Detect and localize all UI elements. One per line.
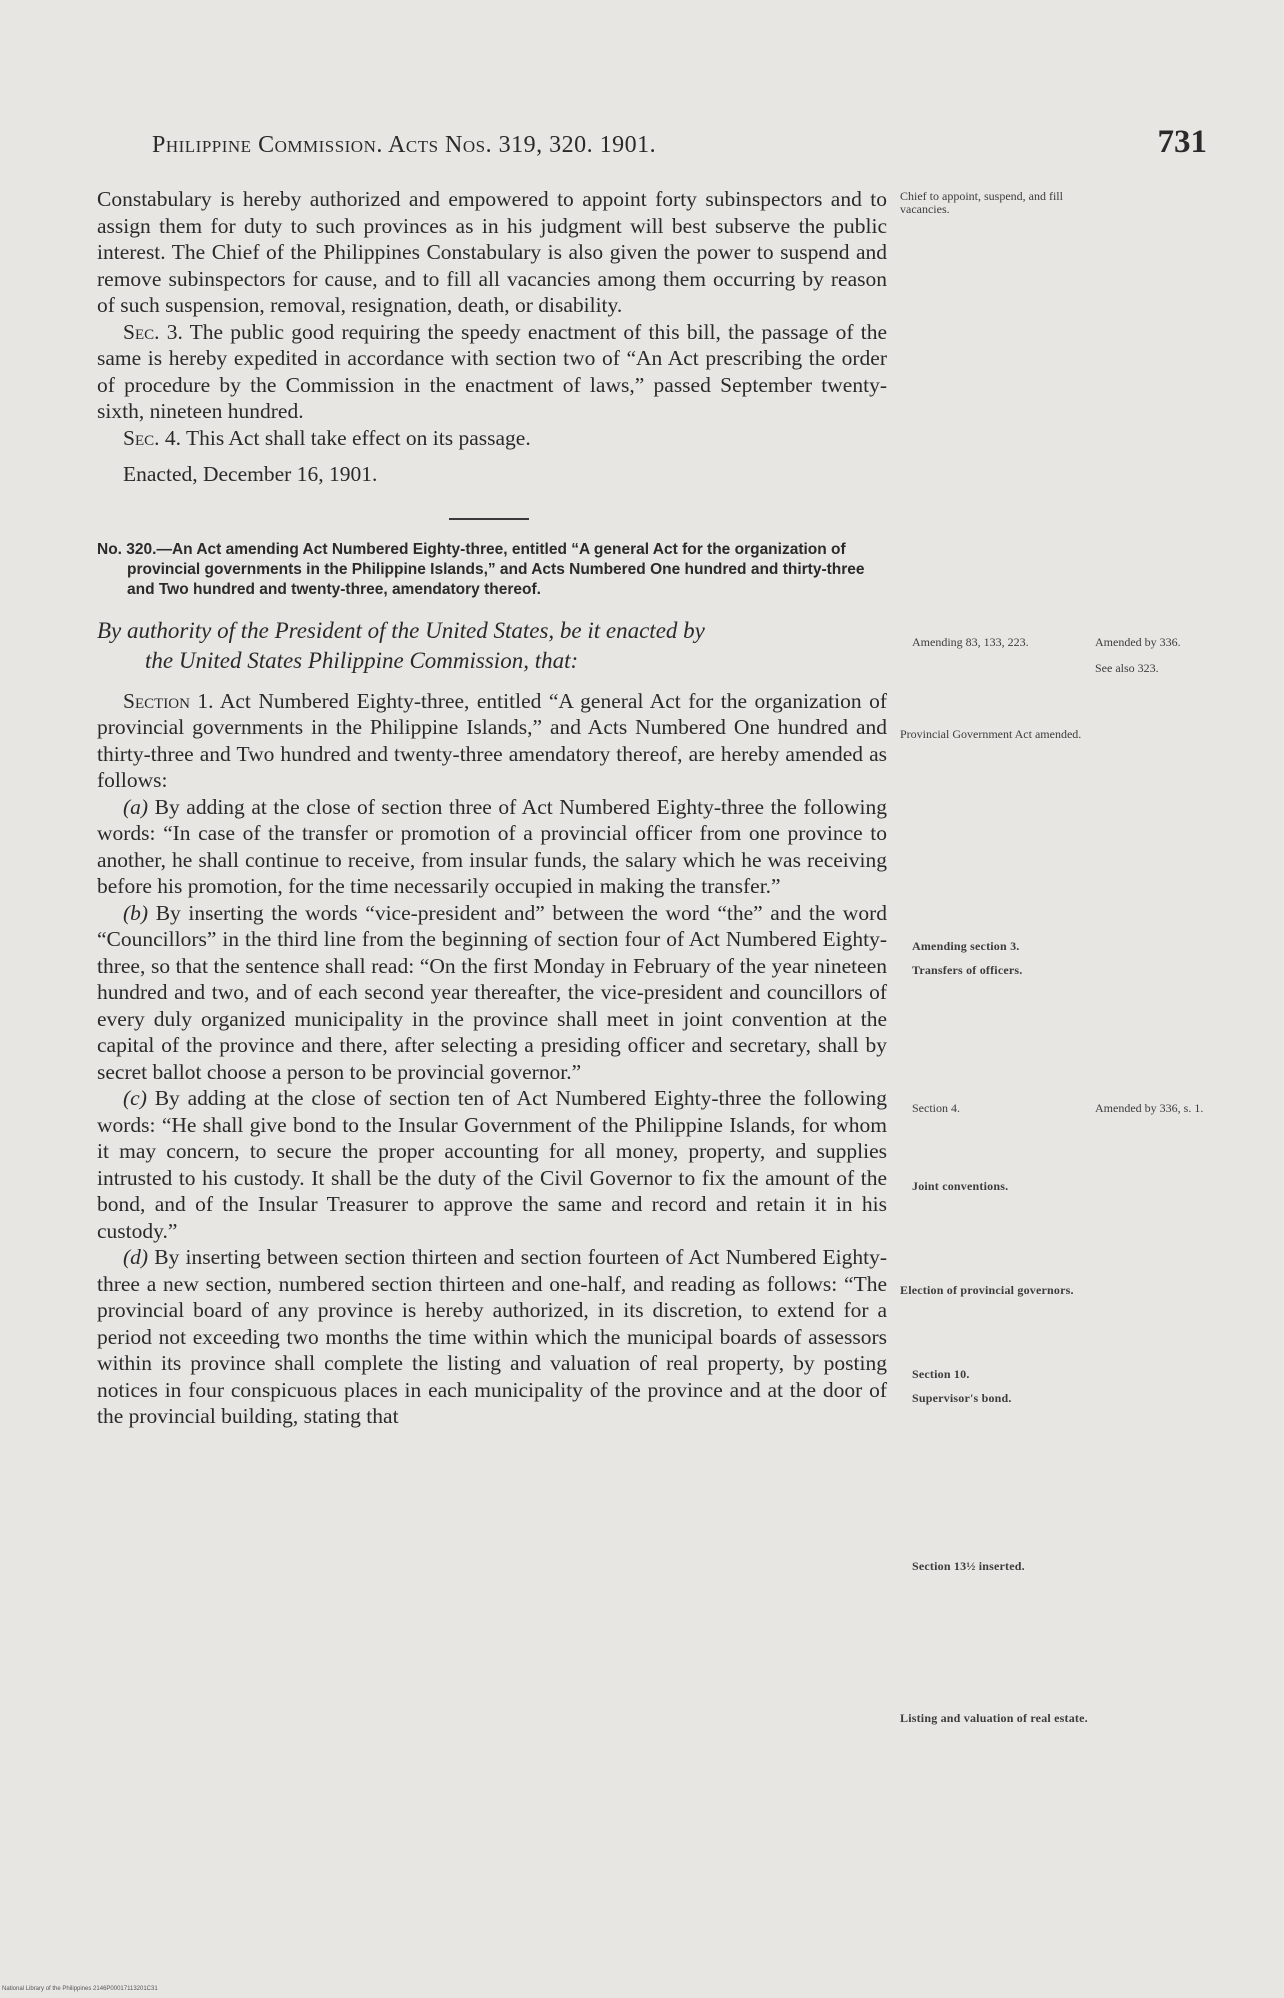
margin-note-amending: Amending 83, 133, 223.	[912, 635, 1029, 649]
clause-label: (b)	[123, 900, 149, 925]
page-number: 731	[1157, 124, 1207, 160]
section-label: Sec. 3.	[123, 319, 183, 344]
margin-note-chief: Chief to appoint, suspend, and fill vacancies.	[900, 189, 1063, 216]
margin-note-provincial-government: Provincial Government Act amended.	[900, 727, 1082, 741]
section-text: The public good requiring the speedy enactment of this bill, the passage of the same is hereby expedited in accordance with section two of “An Act prescribing the order of procedure by the Commission in the enactment of laws,” passed September twenty-sixth, nineteen hundred.	[97, 319, 888, 423]
section-label: Sec. 4.	[123, 425, 181, 450]
enacting-clause	[97, 616, 887, 676]
paragraph-constabulary: Constabulary is hereby authorized and empowered to appoint forty subinspectors and to assign them for duty to such provinces as in his judgment will best subserve the public interest. The Chief of the Philippines Constabulary is also given the power to suspend and remove subinspectors for cause, and to fill all vacancies among them occurring by reason of such suspension, removal, resignation, death, or disability.	[97, 187, 887, 317]
clause-text: By adding at the close of section three of Act Numbered Eighty-three the following words: “In case of the transfer or promotion of a provincial officer from one province to another, he shall continue to receive, from insular funds, the salary which he was receiving before his promotion, for the time necessarily occupied in making the transfer.”	[97, 794, 887, 898]
section-text: Act Numbered Eighty-three, entitled “A general Act for the organization of provincial governments in the Philippine Islands,” and Acts Numbered One hundred and thirty-three and Two hundred and twenty-three amendatory thereof, are hereby amended as follows:	[97, 688, 887, 792]
section-text: This Act shall take effect on its passage.	[181, 425, 531, 450]
clause-text: By inserting between section thirteen and section fourteen of Act Numbered Eighty-three a new section, numbered section thirteen and one-half, and reading as follows: “The provincial board of any province is hereby authorized, in its discretion, to extend for a period not exceeding two months the time within which the municipal boards of assessors within its province shall complete the listing and valuation of real property, by posting notices in four conspicuous places in each municipality of the province and at the door of the provincial building, stating that	[97, 1245, 887, 1428]
margin-note-election: Election of provincial governors.	[900, 1283, 1074, 1297]
clause-label: (c)	[123, 1086, 147, 1110]
act-heading: No. 320.—An Act amending Act Numbered Eighty-three, entitled “A general Act for the organization of provincial governments in the Philippine Islands,” and Acts Numbered One hundred and thirty-three and Two hundred and twenty-three, amendatory thereof.	[97, 540, 865, 598]
paragraph-section-1	[97, 688, 887, 794]
margin-note-see-also: See also 323.	[1095, 661, 1159, 675]
paragraph-a	[97, 794, 887, 900]
margin-note-section-4: Section 4.	[912, 1101, 960, 1115]
section-divider	[97, 488, 887, 540]
paragraph-b	[97, 900, 887, 1086]
margin-note-section-10: Section 10.	[912, 1367, 970, 1381]
clause-text: By adding at the close of section ten of Act Numbered Eighty-three the following words: “He shall give bond to the Insular Government of the Philippine Islands, for whom it may concern, to secure the proper accounting for all money, property, and supplies intrusted to his custody. It shall be the duty of the Civil Governor to fix the amount of the bond, and of the Insular Treasurer to approve the same and record and retain it in his custody.”	[97, 1086, 887, 1243]
margin-note-amended-336: Amended by 336.	[1095, 635, 1181, 649]
running-head	[152, 124, 1207, 161]
enacted-date: Enacted, December 16, 1901.	[123, 462, 378, 486]
margin-note-listing-valuation: Listing and valuation of real estate.	[900, 1711, 1088, 1725]
margin-note-amended-336-s1: Amended by 336, s. 1.	[1095, 1101, 1204, 1115]
margin-note-section-13-inserted: Section 13½ inserted.	[912, 1559, 1025, 1573]
margin-note-transfers: Transfers of officers.	[912, 963, 1023, 977]
clause-text: By inserting the words “vice-president and” between the word “the” and the word “Councillors” in the third line from the beginning of section four of Act Numbered Eighty-three, so that the sentence shall read: “On the first Monday in February of the year nineteen hundred and two, and of each second year thereafter, the vice-president and councillors of every duly organized municipality in the province shall meet in joint convention at the capital of the province and there, after selecting a presiding officer and secretary, shall by secret ballot choose a person to be provincial governor.”	[97, 900, 887, 1084]
margin-note-amending-section-3: Amending section 3.	[912, 939, 1020, 953]
margin-note-supervisors-bond: Supervisor's bond.	[912, 1391, 1012, 1405]
clause-label: (d)	[123, 1245, 149, 1269]
margin-note-joint-conventions: Joint conventions.	[912, 1179, 1009, 1193]
paragraph-section-4	[97, 425, 887, 452]
paragraph-c	[97, 1085, 887, 1244]
paragraph-d	[97, 1244, 887, 1430]
main-text-column	[97, 186, 887, 1430]
enacting-line-2: the United States Philippine Commission, that:	[145, 647, 579, 673]
clause-label: (a)	[123, 794, 149, 819]
running-head-title: Philippine Commission. Acts Nos. 319, 320. 1901.	[152, 132, 657, 158]
footer-imprint: National Library of the Philippines 2146P00017113201C31	[2, 1986, 158, 1992]
enacting-line-1: By authority of the President of the United States, be it enacted by	[97, 617, 705, 643]
paragraph-section-3	[97, 319, 887, 425]
section-label: Section 1.	[123, 688, 214, 713]
